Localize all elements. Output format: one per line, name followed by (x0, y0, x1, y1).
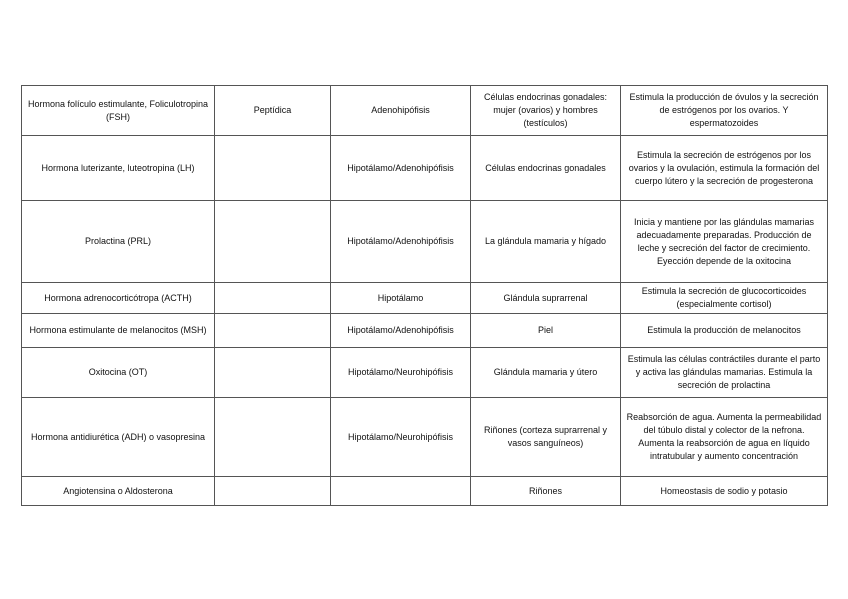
target-cell: Glándula mamaria y útero (471, 348, 621, 398)
function-cell: Homeostasis de sodio y potasio (621, 477, 828, 506)
table-row (22, 136, 828, 201)
target-cell: Piel (471, 314, 621, 348)
function-cell: Estimula las células contráctiles durante el parto y activa las glándulas mamarias. Estimula la secreción de prolactina (621, 348, 828, 398)
table-row (22, 314, 828, 348)
type-cell (215, 348, 331, 398)
origin-cell: Hipotálamo (331, 283, 471, 314)
hormone-table (21, 85, 828, 506)
origin-cell: Hipotálamo/Adenohipófisis (331, 314, 471, 348)
function-cell: Estimula la secreción de estrógenos por los ovarios y la ovulación, estimula la formación del cuerpo lútero y la secreción de progesterona (621, 136, 828, 201)
type-cell (215, 314, 331, 348)
hormone-cell: Hormona luterizante, luteotropina (LH) (22, 136, 215, 201)
function-cell: Inicia y mantiene por las glándulas mamarias adecuadamente preparadas. Producción de leche y secreción del factor de crecimiento. Eyección depende de la oxitocina (621, 201, 828, 283)
origin-cell: Hipotálamo/Neurohipófisis (331, 348, 471, 398)
hormone-cell: Hormona folículo estimulante, Foliculotropina (FSH) (22, 86, 215, 136)
target-cell: La glándula mamaria y hígado (471, 201, 621, 283)
origin-cell (331, 477, 471, 506)
table-row (22, 348, 828, 398)
type-cell (215, 201, 331, 283)
hormone-cell: Prolactina (PRL) (22, 201, 215, 283)
function-cell: Estimula la secreción de glucocorticoides (especialmente cortisol) (621, 283, 828, 314)
type-cell (215, 477, 331, 506)
hormone-cell: Angiotensina o Aldosterona (22, 477, 215, 506)
table-row (22, 477, 828, 506)
target-cell: Riñones (corteza suprarrenal y vasos sanguíneos) (471, 398, 621, 477)
function-cell: Reabsorción de agua. Aumenta la permeabilidad del túbulo distal y colector de la nefrona. Aumenta la reabsorción de agua en líquido intratubular y aumento concentración (621, 398, 828, 477)
origin-cell: Hipotálamo/Adenohipófisis (331, 136, 471, 201)
table-row (22, 201, 828, 283)
origin-cell: Hipotálamo/Adenohipófisis (331, 201, 471, 283)
type-cell (215, 283, 331, 314)
hormone-cell: Hormona antidiurética (ADH) o vasopresina (22, 398, 215, 477)
target-cell: Células endocrinas gonadales: mujer (ovarios) y hombres (testículos) (471, 86, 621, 136)
function-cell: Estimula la producción de óvulos y la secreción de estrógenos por los ovarios. Y espermatozoides (621, 86, 828, 136)
type-cell (215, 136, 331, 201)
hormone-cell: Oxitocina (OT) (22, 348, 215, 398)
function-cell: Estimula la producción de melanocitos (621, 314, 828, 348)
table-row (22, 86, 828, 136)
type-cell: Peptídica (215, 86, 331, 136)
hormone-cell: Hormona adrenocorticótropa (ACTH) (22, 283, 215, 314)
target-cell: Células endocrinas gonadales (471, 136, 621, 201)
origin-cell: Adenohipófisis (331, 86, 471, 136)
type-cell (215, 398, 331, 477)
origin-cell: Hipotálamo/Neurohipófisis (331, 398, 471, 477)
hormone-cell: Hormona estimulante de melanocitos (MSH) (22, 314, 215, 348)
table-row (22, 283, 828, 314)
table-row (22, 398, 828, 477)
target-cell: Glándula suprarrenal (471, 283, 621, 314)
target-cell: Riñones (471, 477, 621, 506)
